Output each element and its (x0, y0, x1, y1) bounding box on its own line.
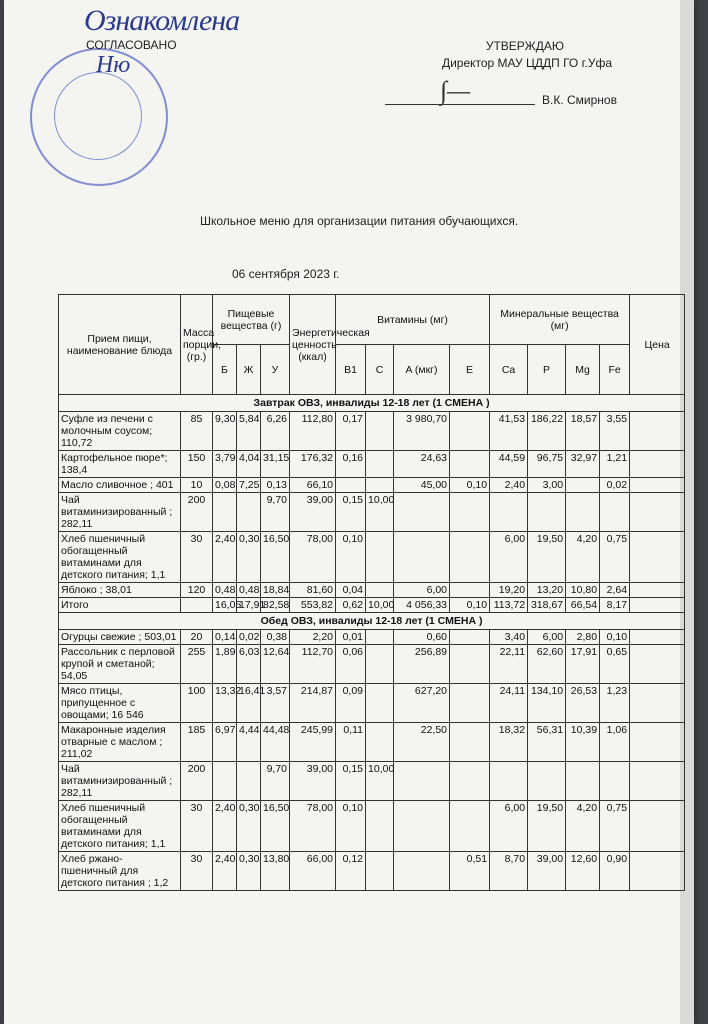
cell-c (366, 801, 394, 852)
cell-e (450, 630, 490, 645)
cell-mg: 10,80 (566, 583, 600, 598)
cell-u: 9,70 (261, 493, 290, 532)
cell-zh (237, 762, 261, 801)
cell-a (394, 532, 450, 583)
cell-mg: 66,54 (566, 598, 600, 613)
cell-price (630, 645, 685, 684)
cell-price (630, 532, 685, 583)
table-row (59, 684, 685, 723)
cell-a (394, 762, 450, 801)
dish-name: Чай витаминизированный ; 282,11 (59, 493, 181, 532)
cell-price (630, 598, 685, 613)
cell-e (450, 583, 490, 598)
cell-b1: 0,10 (336, 532, 366, 583)
cell-fe (600, 762, 630, 801)
cell-b1: 0,09 (336, 684, 366, 723)
cell-zh: 0,30 (237, 852, 261, 891)
cell-zh: 0,30 (237, 801, 261, 852)
cell-e (450, 532, 490, 583)
cell-b: 2,40 (213, 852, 237, 891)
cell-b: 6,97 (213, 723, 237, 762)
cell-ca: 19,20 (490, 583, 528, 598)
cell-b: 2,40 (213, 801, 237, 852)
cell-energy: 245,99 (290, 723, 336, 762)
cell-mg: 26,53 (566, 684, 600, 723)
signature-line (385, 104, 535, 105)
header-a: A (мкг) (394, 345, 450, 395)
dish-name: Хлеб ржано-пшеничный для детского питания ; 1,2 (59, 852, 181, 891)
dish-name: Рассольник с перловой крупой и сметаной; 54,05 (59, 645, 181, 684)
cell-zh: 0,48 (237, 583, 261, 598)
cell-a: 45,00 (394, 478, 450, 493)
approver-name: В.К. Смирнов (542, 93, 617, 107)
cell-b: 3,79 (213, 451, 237, 478)
cell-u: 12,64 (261, 645, 290, 684)
cell-energy: 553,82 (290, 598, 336, 613)
dish-name: Мясо птицы, припущенное с овощами; 16 546 (59, 684, 181, 723)
cell-fe: 0,65 (600, 645, 630, 684)
table-row (59, 645, 685, 684)
cell-mg (566, 493, 600, 532)
cell-b: 9,30 (213, 412, 237, 451)
cell-fe: 0,90 (600, 852, 630, 891)
cell-mg: 12,60 (566, 852, 600, 891)
cell-ca: 18,32 (490, 723, 528, 762)
table-row (59, 412, 685, 451)
section-header-row (59, 395, 685, 412)
cell-b (213, 762, 237, 801)
cell-price (630, 583, 685, 598)
cell-energy: 78,00 (290, 801, 336, 852)
cell-price (630, 451, 685, 478)
cell-energy: 78,00 (290, 532, 336, 583)
cell-energy: 112,80 (290, 412, 336, 451)
cell-p: 62,60 (528, 645, 566, 684)
cell-fe: 0,75 (600, 532, 630, 583)
header-fe: Fe (600, 345, 630, 395)
cell-u: 0,38 (261, 630, 290, 645)
cell-mass: 200 (181, 493, 213, 532)
cell-b1: 0,17 (336, 412, 366, 451)
cell-c (366, 630, 394, 645)
cell-energy: 39,00 (290, 493, 336, 532)
cell-zh: 6,03 (237, 645, 261, 684)
cell-zh: 4,04 (237, 451, 261, 478)
menu-table-body (59, 395, 685, 891)
cell-mg: 2,80 (566, 630, 600, 645)
cell-b1: 0,01 (336, 630, 366, 645)
section-header-row (59, 613, 685, 630)
cell-a: 22,50 (394, 723, 450, 762)
cell-e (450, 493, 490, 532)
dish-name: Яблоко ; 38,01 (59, 583, 181, 598)
cell-zh: 7,25 (237, 478, 261, 493)
cell-fe: 3,55 (600, 412, 630, 451)
cell-zh: 4,44 (237, 723, 261, 762)
table-row (59, 478, 685, 493)
cell-price (630, 493, 685, 532)
cell-c (366, 532, 394, 583)
cell-zh: 16,41 (237, 684, 261, 723)
cell-b: 0,08 (213, 478, 237, 493)
cell-p: 19,50 (528, 801, 566, 852)
cell-energy: 66,10 (290, 478, 336, 493)
cell-a (394, 493, 450, 532)
cell-b: 1,89 (213, 645, 237, 684)
cell-mass: 30 (181, 532, 213, 583)
cell-zh: 5,84 (237, 412, 261, 451)
cell-b1: 0,10 (336, 801, 366, 852)
dish-name: Хлеб пшеничный обогащенный витаминами для детского питания; 1,1 (59, 532, 181, 583)
cell-fe (600, 493, 630, 532)
cell-mg: 32,97 (566, 451, 600, 478)
stamp-inner-ring (54, 72, 142, 160)
table-row (59, 723, 685, 762)
cell-b1: 0,12 (336, 852, 366, 891)
agreed-signature: Ознакомлена (84, 4, 240, 37)
cell-u: 31,15 (261, 451, 290, 478)
cell-e (450, 412, 490, 451)
cell-u: 13,80 (261, 852, 290, 891)
header-mg: Mg (566, 345, 600, 395)
header-energy: Энергетическая ценность (ккал) (290, 295, 336, 395)
cell-a (394, 801, 450, 852)
cell-u: 44,48 (261, 723, 290, 762)
table-row (59, 451, 685, 478)
cell-e (450, 723, 490, 762)
cell-p: 134,10 (528, 684, 566, 723)
table-row (59, 630, 685, 645)
cell-zh: 17,91 (237, 598, 261, 613)
dish-name: Чай витаминизированный ; 282,11 (59, 762, 181, 801)
header-p: P (528, 345, 566, 395)
cell-b1 (336, 478, 366, 493)
table-row (59, 801, 685, 852)
cell-u: 0,13 (261, 478, 290, 493)
cell-p: 13,20 (528, 583, 566, 598)
table-row (59, 532, 685, 583)
cell-energy: 176,32 (290, 451, 336, 478)
cell-e (450, 801, 490, 852)
cell-b: 2,40 (213, 532, 237, 583)
cell-b1: 0,16 (336, 451, 366, 478)
cell-b: 0,48 (213, 583, 237, 598)
header-b1: B1 (336, 345, 366, 395)
cell-mg: 17,91 (566, 645, 600, 684)
cell-energy: 214,87 (290, 684, 336, 723)
cell-ca: 8,70 (490, 852, 528, 891)
cell-mg: 18,57 (566, 412, 600, 451)
cell-e (450, 645, 490, 684)
cell-b1: 0,62 (336, 598, 366, 613)
cell-c (366, 645, 394, 684)
menu-table (58, 294, 685, 891)
cell-p: 19,50 (528, 532, 566, 583)
cell-b: 0,14 (213, 630, 237, 645)
cell-c (366, 451, 394, 478)
cell-ca: 2,40 (490, 478, 528, 493)
cell-ca: 6,00 (490, 532, 528, 583)
cell-b1: 0,06 (336, 645, 366, 684)
header-u: У (261, 345, 290, 395)
header-ca: Ca (490, 345, 528, 395)
dish-name: Суфле из печени с молочным соусом; 110,72 (59, 412, 181, 451)
approval-block (440, 38, 612, 72)
cell-price (630, 412, 685, 451)
cell-ca: 44,59 (490, 451, 528, 478)
header-meal: Прием пищи, наименование блюда (59, 295, 181, 395)
cell-mass: 20 (181, 630, 213, 645)
cell-p: 39,00 (528, 852, 566, 891)
dish-name: Макаронные изделия отварные с маслом ; 211,02 (59, 723, 181, 762)
cell-u: 18,84 (261, 583, 290, 598)
cell-a: 4 056,33 (394, 598, 450, 613)
cell-fe: 2,64 (600, 583, 630, 598)
header-vitamins: Витамины (мг) (336, 295, 490, 345)
cell-c (366, 723, 394, 762)
document-date: 06 сентября 2023 г. (232, 267, 340, 281)
cell-b1: 0,15 (336, 762, 366, 801)
cell-fe: 1,06 (600, 723, 630, 762)
cell-a: 256,89 (394, 645, 450, 684)
cell-zh: 0,30 (237, 532, 261, 583)
section-title: Завтрак ОВЗ, инвалиды 12-18 лет (1 СМЕНА ) (59, 395, 685, 412)
cell-u: 82,58 (261, 598, 290, 613)
cell-ca: 41,53 (490, 412, 528, 451)
cell-b: 13,32 (213, 684, 237, 723)
cell-ca (490, 493, 528, 532)
cell-c: 10,00 (366, 598, 394, 613)
cell-energy: 81,60 (290, 583, 336, 598)
cell-energy: 66,00 (290, 852, 336, 891)
header-minerals: Минеральные вещества (мг) (490, 295, 630, 345)
cell-price (630, 852, 685, 891)
dish-name: Картофельное пюре*; 138,4 (59, 451, 181, 478)
dish-name: Итого (59, 598, 181, 613)
cell-c (366, 684, 394, 723)
handwritten-signature-right: ∫— (440, 76, 471, 105)
cell-c (366, 852, 394, 891)
header-c: C (366, 345, 394, 395)
cell-mass: 150 (181, 451, 213, 478)
cell-ca: 3,40 (490, 630, 528, 645)
cell-p: 186,22 (528, 412, 566, 451)
cell-mass (181, 598, 213, 613)
cell-price (630, 478, 685, 493)
cell-b1: 0,11 (336, 723, 366, 762)
handwritten-signature-left: Ню (96, 52, 131, 78)
approver-position: Директор МАУ ЦДДП ГО г.Уфа (441, 56, 612, 70)
cell-u: 16,50 (261, 532, 290, 583)
table-row (59, 762, 685, 801)
cell-u: 9,70 (261, 762, 290, 801)
cell-p: 96,75 (528, 451, 566, 478)
cell-p: 6,00 (528, 630, 566, 645)
cell-e (450, 762, 490, 801)
table-row (59, 598, 685, 613)
cell-ca: 6,00 (490, 801, 528, 852)
cell-ca: 24,11 (490, 684, 528, 723)
header-nutrients: Пищевые вещества (г) (213, 295, 290, 345)
cell-mass: 200 (181, 762, 213, 801)
cell-fe: 1,23 (600, 684, 630, 723)
cell-a: 627,20 (394, 684, 450, 723)
cell-b1: 0,15 (336, 493, 366, 532)
cell-energy: 2,20 (290, 630, 336, 645)
cell-price (630, 630, 685, 645)
cell-a (394, 852, 450, 891)
cell-a: 6,00 (394, 583, 450, 598)
cell-mass: 120 (181, 583, 213, 598)
header-b: Б (213, 345, 237, 395)
cell-b (213, 493, 237, 532)
cell-e: 0,51 (450, 852, 490, 891)
cell-price (630, 723, 685, 762)
cell-u: 3,57 (261, 684, 290, 723)
cell-zh (237, 493, 261, 532)
cell-mass: 30 (181, 801, 213, 852)
cell-mass: 10 (181, 478, 213, 493)
approve-label: УТВЕРЖДАЮ (485, 39, 564, 53)
dish-name: Масло сливочное ; 401 (59, 478, 181, 493)
cell-a: 24,63 (394, 451, 450, 478)
cell-mg: 10,39 (566, 723, 600, 762)
cell-mass: 185 (181, 723, 213, 762)
cell-e (450, 451, 490, 478)
cell-a: 3 980,70 (394, 412, 450, 451)
header-zh: Ж (237, 345, 261, 395)
cell-energy: 39,00 (290, 762, 336, 801)
cell-mass: 85 (181, 412, 213, 451)
cell-mass: 255 (181, 645, 213, 684)
cell-e (450, 684, 490, 723)
cell-u: 16,50 (261, 801, 290, 852)
cell-mg (566, 762, 600, 801)
header-price: Цена (630, 295, 685, 395)
cell-p: 318,67 (528, 598, 566, 613)
dish-name: Огурцы свежие ; 503,01 (59, 630, 181, 645)
cell-p: 56,31 (528, 723, 566, 762)
cell-c (366, 478, 394, 493)
cell-c: 10,00 (366, 493, 394, 532)
cell-p: 3,00 (528, 478, 566, 493)
dish-name: Хлеб пшеничный обогащенный витаминами для детского питания; 1,1 (59, 801, 181, 852)
cell-b1: 0,04 (336, 583, 366, 598)
cell-energy: 112,70 (290, 645, 336, 684)
cell-ca: 22,11 (490, 645, 528, 684)
cell-mass: 100 (181, 684, 213, 723)
cell-e: 0,10 (450, 478, 490, 493)
cell-fe: 0,75 (600, 801, 630, 852)
header-e: E (450, 345, 490, 395)
cell-c (366, 412, 394, 451)
table-row (59, 852, 685, 891)
cell-a: 0,60 (394, 630, 450, 645)
section-title: Обед ОВЗ, инвалиды 12-18 лет (1 СМЕНА ) (59, 613, 685, 630)
cell-fe: 8,17 (600, 598, 630, 613)
cell-mg: 4,20 (566, 801, 600, 852)
cell-p (528, 493, 566, 532)
cell-mass: 30 (181, 852, 213, 891)
cell-b: 16,05 (213, 598, 237, 613)
cell-zh: 0,02 (237, 630, 261, 645)
agreed-label: СОГЛАСОВАНО (86, 38, 177, 52)
table-row (59, 493, 685, 532)
cell-c: 10,00 (366, 762, 394, 801)
document-title: Школьное меню для организации питания обучающихся. (200, 214, 519, 228)
cell-fe: 0,10 (600, 630, 630, 645)
cell-ca (490, 762, 528, 801)
cell-c (366, 583, 394, 598)
cell-fe: 1,21 (600, 451, 630, 478)
cell-p (528, 762, 566, 801)
cell-ca: 113,72 (490, 598, 528, 613)
cell-mg (566, 478, 600, 493)
cell-u: 6,26 (261, 412, 290, 451)
cell-price (630, 762, 685, 801)
table-row (59, 583, 685, 598)
cell-price (630, 801, 685, 852)
cell-mg: 4,20 (566, 532, 600, 583)
cell-fe: 0,02 (600, 478, 630, 493)
cell-e: 0,10 (450, 598, 490, 613)
header-mass: Масса порции, (гр.) (181, 295, 213, 395)
cell-price (630, 684, 685, 723)
